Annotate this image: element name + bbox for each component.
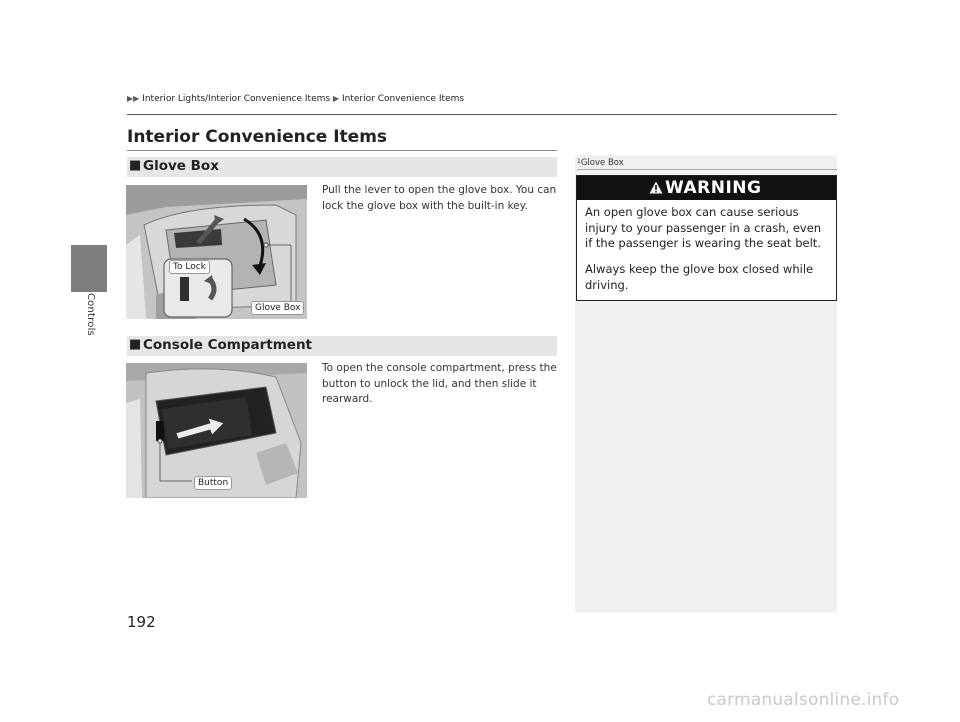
watermark: carmanualsonline.info [707,690,900,710]
glove-box-description: Pull the lever to open the glove box. You can lock the glove box with the built-in key. [322,184,557,212]
section-marker-icon: ■ [129,158,142,173]
breadcrumb-arrow-icon: ▶▶ [127,94,140,103]
console-description: To open the console compartment, press the button to unlock the lid, and then slide it rearward. [322,362,557,405]
note-title: Glove Box [580,158,624,168]
breadcrumb [127,94,464,104]
warning-title: WARNING [665,178,762,198]
header-divider [127,114,837,115]
section-heading-console [127,336,557,356]
button-callout: Button [194,476,232,490]
glove-box-illustration [126,185,307,319]
section-heading-label: Glove Box [143,158,219,174]
glove-box-callout: Glove Box [251,301,304,315]
section-heading-label: Console Compartment [143,337,313,353]
chapter-tab [71,245,107,292]
warning-header [577,176,836,200]
page-number: 192 [127,613,156,631]
title-divider [127,150,557,151]
note-divider [577,169,837,170]
page-title: Interior Convenience Items [127,127,388,147]
breadcrumb-arrow-icon: ▶ [332,94,340,103]
note-heading [577,158,624,168]
chapter-label: Controls [85,293,96,336]
warning-triangle-icon [649,181,663,194]
note-number: 1 [577,158,581,165]
warning-text-2: Always keep the glove box closed while driving. [585,262,814,292]
section-marker-icon: ■ [129,337,142,352]
to-lock-callout: To Lock [169,260,210,274]
console-compartment-illustration [126,363,307,498]
warning-text-1: An open glove box can cause serious injury to your passenger in a crash, even if the passenger is wearing the seat belt. [585,205,822,250]
section-heading-glove-box [127,157,557,177]
warning-box [576,175,837,301]
breadcrumb-parent[interactable]: Interior Lights/Interior Convenience Items [142,94,331,104]
breadcrumb-current: Interior Convenience Items [342,94,465,104]
